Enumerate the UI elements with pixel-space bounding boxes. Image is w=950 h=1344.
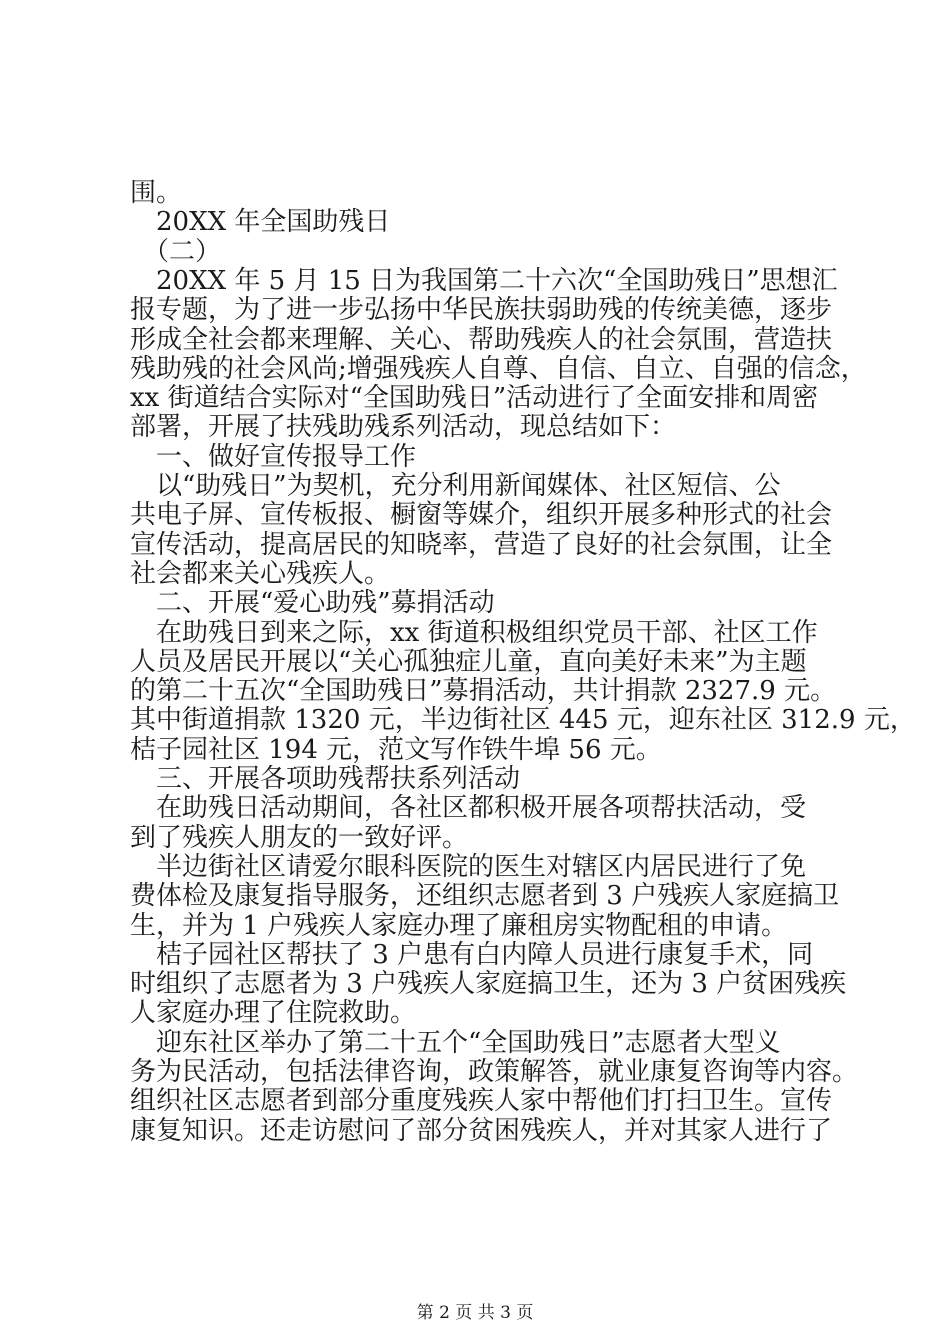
text-line: 组织社区志愿者到部分重度残疾人家中帮他们打扫卫生。宣传 <box>130 1086 833 1116</box>
text-line: 桔子园社区 194 元，范文写作铁牛埠 56 元。 <box>130 735 662 765</box>
text-line: 20XX 年 5 月 15 日为我国第二十六次“全国助残日”思想汇 <box>130 266 838 296</box>
text-line: 迎东社区举办了第二十五个“全国助残日”志愿者大型义 <box>130 1028 781 1058</box>
text-line: 以“助残日”为契机，充分利用新闻媒体、社区短信、公 <box>130 471 781 501</box>
text-line: 形成全社会都来理解、关心、帮助残疾人的社会氛围，营造扶 <box>130 325 833 355</box>
text-line: 其中街道捐款 1320 元，半边街社区 445 元，迎东社区 312.9 元， <box>130 705 916 735</box>
text-line: xx 街道结合实际对“全国助残日”活动进行了全面安排和周密 <box>130 383 819 413</box>
text-line: 报专题，为了进一步弘扬中华民族扶弱助残的传统美德，逐步 <box>130 295 833 325</box>
text-line: 半边街社区请爱尔眼科医院的医生对辖区内居民进行了免 <box>130 852 807 882</box>
section-heading: 三、开展各项助残帮扶系列活动 <box>130 764 521 794</box>
text-line: 部署，开展了扶残助残系列活动，现总结如下： <box>130 412 677 442</box>
text-line: 桔子园社区帮扶了 3 户患有白内障人员进行康复手术，同 <box>130 940 814 970</box>
text-line: 费体检及康复指导服务，还组织志愿者到 3 户残疾人家庭搞卫 <box>130 881 840 911</box>
section-heading: 一、做好宣传报导工作 <box>130 442 417 472</box>
section-heading: 20XX 年全国助残日 <box>130 207 391 237</box>
text-line: 人家庭办理了住院救助。 <box>130 998 417 1028</box>
text-line: 在助残日到来之际，xx 街道积极组织党员干部、社区工作 <box>130 618 818 648</box>
text-line: 人员及居民开展以“关心孤独症儿童，直向美好未来”为主题 <box>130 647 807 677</box>
text-line: 生，并为 1 户残疾人家庭办理了廉租房实物配租的申请。 <box>130 911 788 941</box>
text-line: 的第二十五次“全国助残日”募捐活动，共计捐款 2327.9 元。 <box>130 676 837 706</box>
text-line: 宣传活动，提高居民的知晓率，营造了良好的社会氛围，让全 <box>130 530 833 560</box>
text-line: 社会都来关心残疾人。 <box>130 559 391 589</box>
section-heading: 二、开展“爱心助残”募捐活动 <box>130 588 495 618</box>
text-line: 康复知识。还走访慰问了部分贫困残疾人，并对其家人进行了 <box>130 1116 833 1146</box>
text-line: 共电子屏、宣传板报、橱窗等媒介，组织开展多种形式的社会 <box>130 500 833 530</box>
section-subheading: （二） <box>130 237 222 267</box>
text-line: 围。 <box>130 178 183 208</box>
text-line: 时组织了志愿者为 3 户残疾人家庭搞卫生，还为 3 户贫困残疾 <box>130 969 847 999</box>
text-line: 残助残的社会风尚;增强残疾人自尊、自信、自立、自强的信念， <box>130 354 867 384</box>
text-line: 务为民活动，包括法律咨询，政策解答，就业康复咨询等内容。 <box>130 1057 859 1087</box>
page-number-footer: 第 2 页 共 3 页 <box>416 1303 534 1323</box>
text-line: 在助残日活动期间，各社区都积极开展各项帮扶活动，受 <box>130 793 807 823</box>
text-line: 到了残疾人朋友的一致好评。 <box>130 823 469 853</box>
